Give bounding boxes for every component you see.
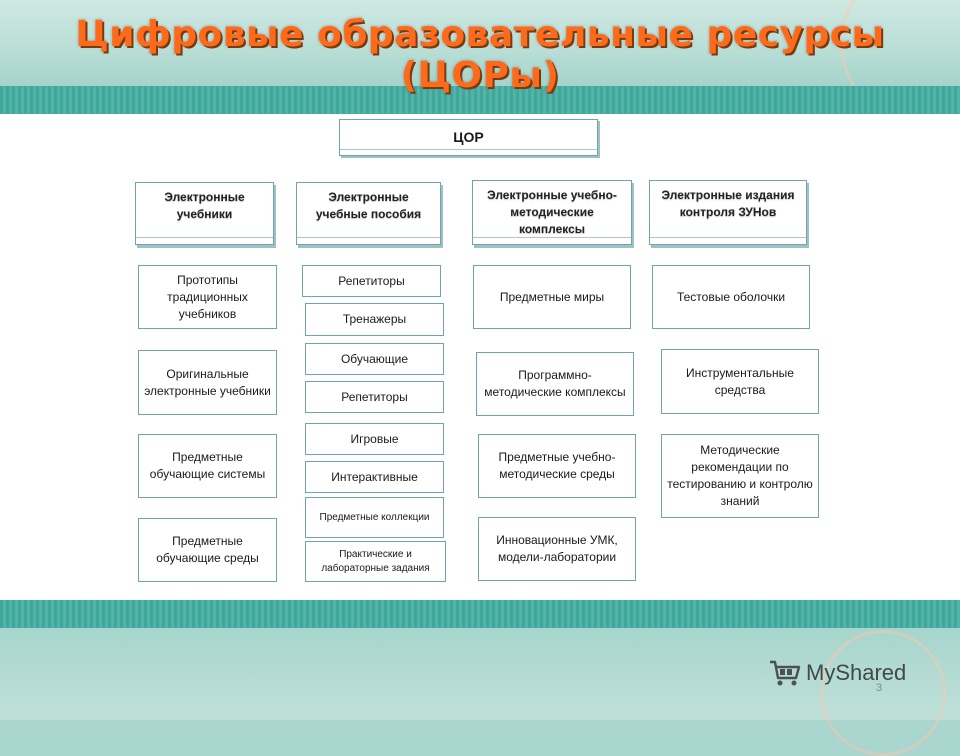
page-number: 3 bbox=[876, 682, 883, 694]
item-original-textbooks: Оригинальные электронные учебники bbox=[138, 350, 277, 415]
item-subject-collections: Предметные коллекции bbox=[305, 497, 444, 538]
header-e-control: Электронные издания контроля ЗУНов bbox=[649, 180, 807, 245]
watermark-logo bbox=[768, 656, 906, 690]
item-tutors: Репетиторы bbox=[302, 265, 441, 297]
item-subject-worlds: Предметные миры bbox=[473, 265, 631, 329]
item-trainers: Тренажеры bbox=[305, 303, 444, 336]
item-practical-lab-tasks: Практические и лабораторные задания bbox=[305, 541, 446, 582]
item-method-recommendations: Методические рекомендации по тестированию и контролю знаний bbox=[661, 434, 819, 518]
item-teaching: Обучающие bbox=[305, 343, 444, 375]
root-node: ЦОР bbox=[339, 119, 598, 156]
slide-title: Цифровые образовательные ресурсы (ЦОРы) bbox=[75, 14, 885, 96]
decorative-ring bbox=[820, 630, 946, 756]
item-program-method-complexes: Программно-методические комплексы bbox=[476, 352, 634, 416]
decorative-stripe-bottom bbox=[0, 600, 960, 628]
watermark-text: MyShared bbox=[806, 660, 907, 685]
item-interactive: Интерактивные bbox=[305, 461, 444, 493]
header-e-manuals: Электронные учебные пособия bbox=[296, 182, 441, 245]
header-e-complexes: Электронные учебно-методические комплексы bbox=[472, 180, 632, 245]
item-tutors-2: Репетиторы bbox=[305, 381, 444, 413]
cart-icon bbox=[768, 658, 802, 688]
header-e-textbooks: Электронные учебники bbox=[135, 182, 274, 245]
item-textbook-prototypes: Прототипы традиционных учебников bbox=[138, 265, 277, 329]
item-subject-learning-environments: Предметные обучающие среды bbox=[138, 518, 277, 582]
item-subject-learning-systems: Предметные обучающие системы bbox=[138, 434, 277, 498]
item-games: Игровые bbox=[305, 423, 444, 455]
item-test-shells: Тестовые оболочки bbox=[652, 265, 810, 329]
item-innovative-umk: Инновационные УМК, модели-лаборатории bbox=[478, 517, 636, 581]
item-instrumental-tools: Инструментальные средства bbox=[661, 349, 819, 414]
item-subject-method-environments: Предметные учебно-методические среды bbox=[478, 434, 636, 498]
